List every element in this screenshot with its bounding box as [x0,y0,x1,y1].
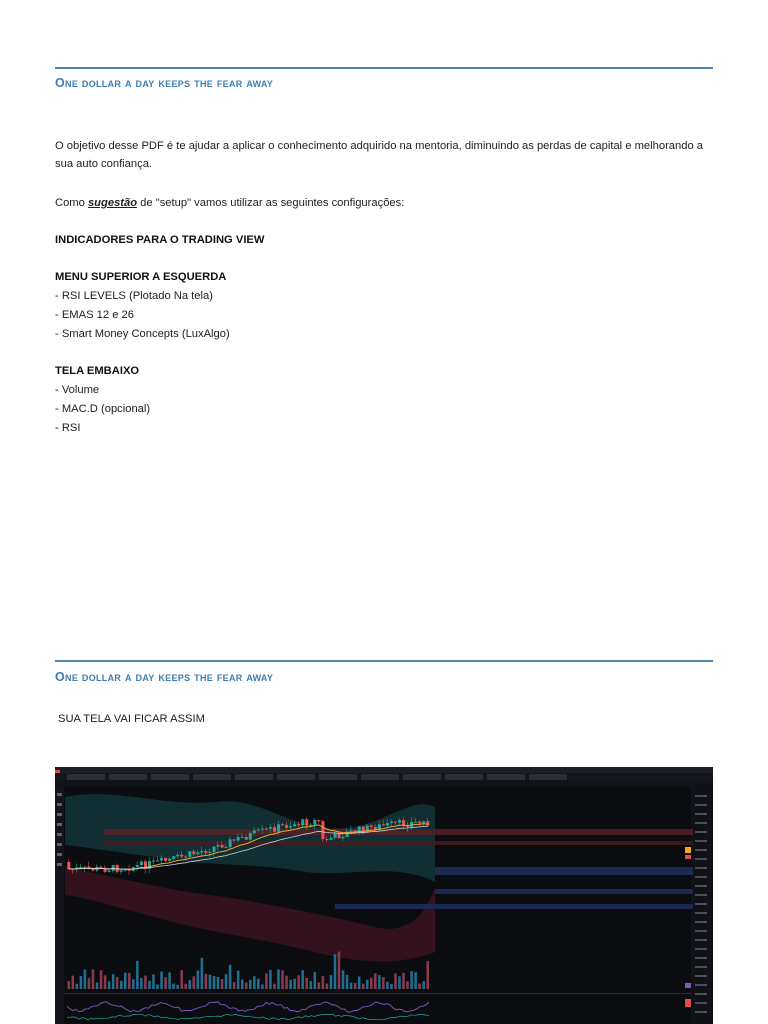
screen-caption [58,710,718,728]
candle-body [112,865,115,871]
candle-body [309,825,312,826]
volume-bar [176,985,179,989]
volume-bar [229,965,232,989]
volume-bar [366,980,369,989]
list-item: - Smart Money Concepts (LuxAlgo) [55,328,230,340]
price-axis-tick [695,813,707,815]
volume-bar [418,984,421,989]
volume-bar [140,978,143,989]
volume-bar [297,975,300,989]
candle-body [289,826,292,827]
price-axis-tick [695,975,707,977]
suggestion-paragraph [55,194,715,212]
volume-bar [370,978,373,989]
section-divider-bottom [55,660,713,662]
candle-body [241,837,244,838]
candle-body [418,822,421,823]
candle-body [136,865,139,867]
suggestion-emphasis: sugestão [87,197,138,209]
volume-bar [136,961,139,989]
volume-bar [406,981,409,989]
volume-bar [354,983,357,989]
chart-image [55,767,713,1024]
volume-bar [144,976,147,989]
volume-bar [378,975,381,989]
volume-bar [221,979,224,989]
volume-bar [124,973,127,989]
volume-bar [197,971,200,989]
candle-body [217,845,220,847]
volume-bar [152,974,155,989]
candle-body [237,837,240,841]
volume-bar [350,983,353,989]
volume-bar [84,969,87,989]
volume-bar [172,984,175,989]
volume-bar [68,981,71,989]
candle-body [370,826,373,827]
price-axis-tick [695,930,707,932]
candle-body [277,824,280,831]
candle-body [281,824,284,825]
candle-body [317,820,320,821]
volume-bar [281,970,284,989]
suggestion-prefix: Como [55,197,88,209]
volume-bar [245,982,248,989]
candle-body [180,855,183,857]
volume-bar [426,961,429,989]
price-axis-tick [695,831,707,833]
candle-body [342,837,345,838]
volume-bar [342,970,345,989]
volume-bar [310,981,313,989]
volume-bar [156,984,159,989]
volume-bar [201,958,204,989]
candle-body [208,852,211,853]
price-axis-tick [695,795,707,797]
candle-body [184,857,187,858]
candle-body [398,820,401,822]
price-axis-tick [695,984,707,986]
volume-bar [382,977,385,989]
trading-chart-screenshot [55,767,713,1024]
volume-bar [402,973,405,989]
candle-body [83,867,86,868]
volume-bar [168,972,171,989]
suggestion-suffix: de "setup" vamos utilizar as seguintes configurações: [137,197,405,209]
candle-body [257,830,260,831]
candle-body [200,851,203,852]
volume-bar [273,984,276,989]
volume-bar [189,980,192,989]
section-divider-top [55,67,713,69]
heading-text-2: One dollar a day keeps the fear away [55,670,274,684]
candle-body [225,847,228,848]
candle-body [253,830,256,833]
volume-bar [334,954,337,989]
candle-body [196,852,199,854]
candle-body [261,829,264,830]
volume-bar [76,984,79,989]
bottom-title: TELA EMBAIXO [55,365,140,377]
candle-body [390,822,393,823]
candle-body [156,860,159,861]
volume-bar [72,976,75,989]
indicators-title: INDICADORES PARA O TRADING VIEW [55,234,265,246]
candle-body [313,820,316,825]
candle-body [213,847,216,852]
candle-body [192,851,195,854]
candle-body [273,827,276,832]
candle-body [168,859,171,861]
list-item: - Volume [55,384,100,396]
volume-bar [88,978,91,989]
price-axis-tick [695,993,707,995]
volume-bar [80,976,83,989]
price-axis-tick [695,966,707,968]
volume-bar [160,972,163,989]
candle-body [338,833,341,838]
price-axis-tick [695,849,707,851]
volume-bar [422,981,425,989]
candle-body [386,823,389,825]
candle-body [382,824,385,825]
candle-body [297,824,300,825]
volume-bar [265,973,268,989]
bottom-list [55,381,715,438]
price-axis-tick [695,1002,707,1004]
volume-bar [213,976,216,989]
price-axis-tick [695,1011,707,1013]
volume-bar [346,975,349,989]
price-axis-tick [695,876,707,878]
volume-bar [253,976,256,989]
candle-body [245,837,248,840]
price-axis-tick [695,858,707,860]
volume-bar [322,976,325,989]
volume-bar [261,985,264,989]
volume-bar [132,979,135,989]
volume-bar [205,974,208,989]
volume-bar [362,984,365,989]
candle-body [414,822,417,823]
candle-body [160,858,163,861]
list-item: - EMAS 12 e 26 [55,309,134,321]
menu-title: MENU SUPERIOR A ESQUERDA [55,271,227,283]
volume-bar [398,976,401,989]
volume-bar [257,979,260,989]
candle-body [301,819,304,825]
candle-body [269,827,272,828]
volume-bar [249,980,252,989]
caption-text: SUA TELA VAI FICAR ASSIM [58,713,205,725]
candle-body [325,839,328,840]
candle-body [394,822,397,823]
volume-bar [293,979,296,989]
section-heading-1 [55,76,273,90]
list-item: - MAC.D (opcional) [55,403,151,415]
candle-body [204,851,207,853]
price-axis-tick [695,894,707,896]
price-axis-tick [695,903,707,905]
volume-bar [277,970,280,989]
price-axis-tick [695,840,707,842]
price-axis-tick [695,822,707,824]
volume-bar [394,973,397,989]
volume-bar [100,970,103,989]
price-axis-tick [695,939,707,941]
price-axis-tick [695,957,707,959]
volume-bar [209,975,212,989]
volume-bar [338,952,341,989]
candle-body [249,833,252,839]
volume-bar [217,977,220,989]
candle-body [140,861,143,865]
volume-bar [112,974,115,989]
candle-body [426,821,429,826]
volume-bar [374,973,377,989]
volume-bar [241,979,244,989]
candle-body [67,862,70,869]
price-axis-tick [695,948,707,950]
volume-bar [330,975,333,989]
candle-body [172,856,175,859]
volume-bar [326,984,329,989]
candle-body [422,821,425,823]
volume-bar [104,975,107,989]
candle-body [285,825,288,828]
volume-bar [128,973,131,989]
candle-body [265,829,268,830]
volume-bar [305,978,308,989]
volume-bar [193,976,196,989]
heading-text-1: One dollar a day keeps the fear away [55,76,274,90]
candle-body [233,839,236,840]
volume-bar [358,976,361,989]
volume-bar [233,982,236,989]
candle-body [152,861,155,862]
volume-bar [116,977,119,989]
candle-body [229,839,232,847]
volume-bar [96,983,99,989]
volume-bar [314,972,317,989]
candle-body [164,858,167,861]
list-item: - RSI LEVELS (Plotado Na tela) [55,290,213,302]
candle-body [108,871,111,872]
volume-bar [180,970,183,989]
volume-bar [225,974,228,989]
intro-paragraph [55,137,715,173]
volume-bar [184,984,187,989]
price-axis-tick [695,921,707,923]
candle-body [350,830,353,831]
volume-bar [108,981,111,989]
volume-bar [164,977,167,989]
candle-body [334,833,337,837]
volume-bar [285,976,288,989]
candle-body [176,855,179,856]
candle-body [305,819,308,825]
candle-body [293,824,296,826]
volume-bar [289,980,292,989]
candle-body [221,845,224,848]
price-axis-tick [695,885,707,887]
price-axis-tick [695,804,707,806]
list-item: - RSI [55,422,81,434]
candle-body [329,838,332,840]
volume-bar [301,970,304,989]
candle-body [321,821,324,839]
price-axis-tick [695,912,707,914]
candle-body [120,870,123,871]
volume-bar [148,981,151,989]
volume-bar [390,984,393,989]
price-axis-tick [695,867,707,869]
volume-bar [414,972,417,989]
volume-bar [386,982,389,989]
section-heading-2 [55,670,273,684]
volume-bar [237,970,240,989]
menu-list [55,287,715,344]
intro-text: O objetivo desse PDF é te ajudar a aplicar o conhecimento adquirido na mentoria, diminuindo as perdas de capital e melhorando a sua auto confiança. [55,140,704,170]
volume-bar [269,970,272,989]
volume-bar [410,971,413,989]
volume-bar [318,982,321,989]
volume-bar [120,981,123,989]
candle-body [188,851,191,857]
volume-bar [92,969,95,989]
